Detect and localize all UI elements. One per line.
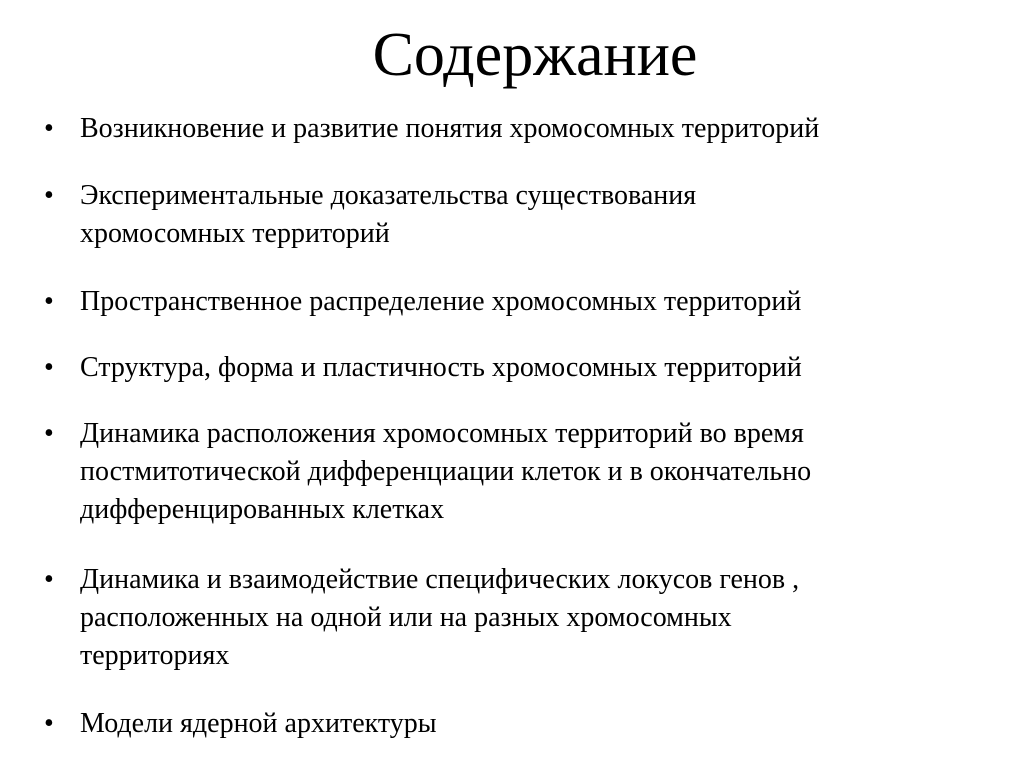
list-item-text: Экспериментальные доказательства существования хромосомных территорий	[80, 180, 697, 249]
bullet-icon: •	[44, 286, 54, 317]
bullet-icon: •	[44, 564, 54, 595]
bullet-icon: •	[44, 708, 54, 739]
list-item-text: Структура, форма и пластичность хромосомных территорий	[80, 352, 802, 383]
list-item-text: Пространственное распределение хромосомных территорий	[80, 286, 802, 317]
list-item-text: Возникновение и развитие понятия хромосомных территорий	[80, 113, 820, 144]
bullet-icon: •	[44, 180, 54, 211]
slide-title: Содержание	[372, 21, 698, 89]
bullet-icon: •	[44, 352, 54, 383]
list-item-text: Модели ядерной архитектуры	[80, 708, 437, 739]
bullet-icon: •	[44, 113, 54, 144]
list-item-text: Динамика расположения хромосомных территорий во время постмитотической дифференциации клеток и в окончательно дифференцированных клетках	[80, 418, 812, 525]
bullet-icon: •	[44, 418, 54, 449]
list-item-text: Динамика и взаимодействие специфических локусов генов , расположенных на одной или на разных хромосомных территориях	[80, 564, 800, 671]
